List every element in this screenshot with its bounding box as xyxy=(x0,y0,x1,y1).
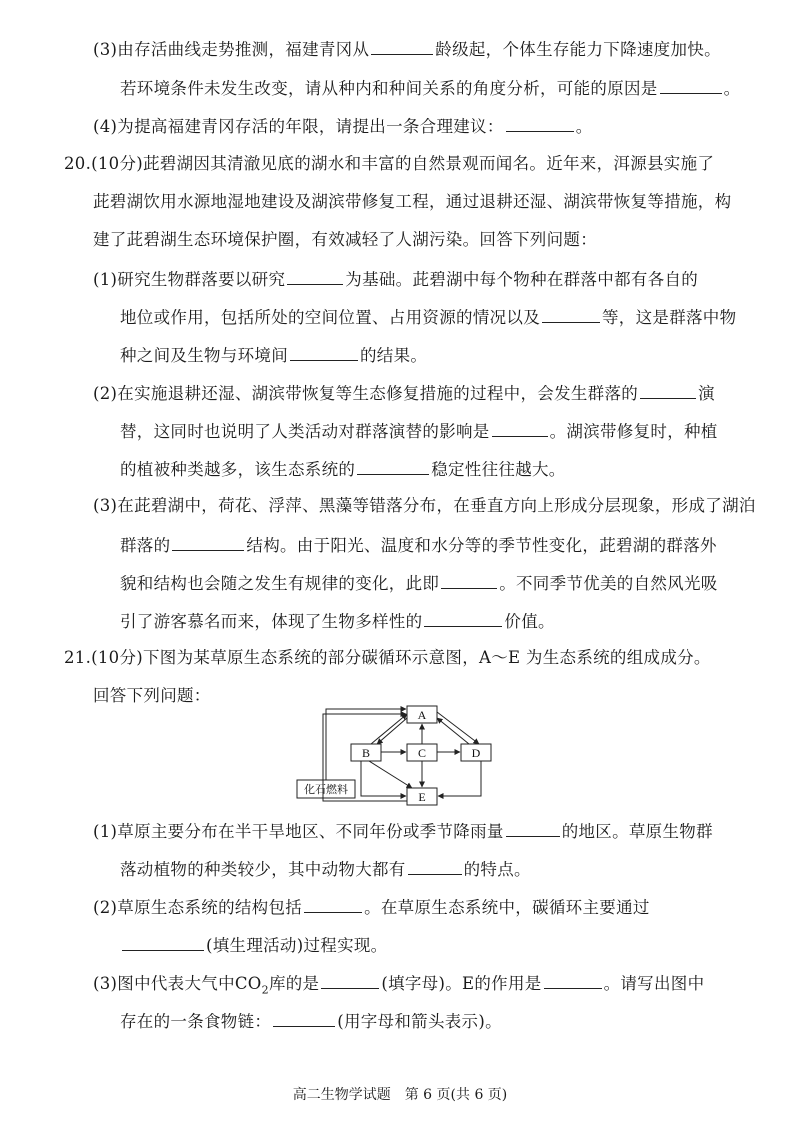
q21-part1-line2: 落动植物的种类较少，其中动物大都有 的特点。 xyxy=(120,856,531,882)
q20-part3-line3: 貌和结构也会随之发生有规律的变化，此即 。不同季节优美的自然风光吸 xyxy=(120,570,718,596)
label-fossil-fuel: 化石燃料 xyxy=(304,784,348,796)
answer-blank[interactable] xyxy=(321,970,379,989)
q21-part2-line1: (2)草原生态系统的结构包括 。在草原生态系统中，碳循环主要通过 xyxy=(93,894,650,920)
q21-part3-line2: 存在的一条食物链： (用字母和箭头表示)。 xyxy=(120,1008,502,1034)
answer-blank[interactable] xyxy=(273,1008,335,1027)
q21-part3-line1: (3)图中代表大气中$CO_2$库的是 (填字母)。E的作用是 。请写出图中 xyxy=(93,970,704,1002)
carbon-cycle-diagram xyxy=(295,704,515,808)
answer-blank[interactable] xyxy=(371,36,433,55)
answer-blank[interactable] xyxy=(304,894,362,913)
answer-blank[interactable] xyxy=(408,856,462,875)
answer-blank[interactable] xyxy=(506,818,560,837)
arrow-b-e xyxy=(361,761,406,796)
label-e: E xyxy=(418,790,426,804)
q20-stem-line3: 建了茈碧湖生态环境保护圈，有效减轻了人湖污染。回答下列问题： xyxy=(93,230,597,249)
answer-blank[interactable] xyxy=(640,380,696,399)
label-d: D xyxy=(471,746,481,760)
answer-blank[interactable] xyxy=(290,342,358,361)
answer-blank[interactable] xyxy=(287,266,343,285)
q20-part2-line3: 的植被种类越多，该生态系统的 稳定性往往越大。 xyxy=(120,456,566,482)
answer-blank[interactable] xyxy=(506,113,574,132)
label-c: C xyxy=(417,746,427,760)
q20-part1-line1: (1)研究生物群落要以研究 为基础。茈碧湖中每个物种在群落中都有各自的 xyxy=(93,266,698,292)
label-a: A xyxy=(417,708,427,722)
q19-part4: (4)为提高福建青冈存活的年限，请提出一条合理建议： 。 xyxy=(93,113,593,139)
arrow-b-e-diag xyxy=(369,761,412,788)
q20-part3-line1: (3)在茈碧湖中，荷花、浮萍、黑藻等错落分布，在垂直方向上形成分层现象，形成了湖泊 xyxy=(93,496,756,515)
answer-blank[interactable] xyxy=(172,532,244,551)
arrow-d-e xyxy=(438,761,481,796)
q21-part1-line1: (1)草原主要分布在半干旱地区、不同年份或季节降雨量 的地区。草原生物群 xyxy=(93,818,713,844)
answer-blank[interactable] xyxy=(441,570,497,589)
q21-part2-line2: (填生理活动)过程实现。 xyxy=(120,932,387,958)
q20-part1-line2: 地位或作用，包括所处的空间位置、占用资源的情况以及 等，这是群落中物 xyxy=(120,304,736,330)
q20-part1-line3: 种之间及生物与环境间 的结果。 xyxy=(120,342,427,368)
q20-part3-line4: 引了游客慕名而来，体现了生物多样性的 价值。 xyxy=(120,608,555,634)
page-footer: 高二生物学试题 第 6 页(共 6 页) xyxy=(292,1087,508,1103)
arrow-a-b xyxy=(377,718,407,744)
q20-part3-line2: 群落的 结构。由于阳光、温度和水分等的季节性变化，茈碧湖的群落外 xyxy=(120,532,717,558)
answer-blank[interactable] xyxy=(542,304,600,323)
q20-part2-line2: 替，这同时也说明了人类活动对群落演替的影响是 。湖滨带修复时，种植 xyxy=(120,418,718,444)
q20-part2-line1: (2)在实施退耕还湿、湖滨带恢复等生态修复措施的过程中，会发生群落的 演 xyxy=(93,380,715,406)
arrow-b-a xyxy=(371,714,407,744)
arrow-a-d xyxy=(437,712,479,744)
answer-blank[interactable] xyxy=(122,932,204,951)
answer-blank[interactable] xyxy=(544,970,602,989)
q19-part3-line2: 若环境条件未发生改变，请从种内和种间关系的角度分析，可能的原因是 。 xyxy=(120,75,740,101)
answer-blank[interactable] xyxy=(357,456,429,475)
q19-part3-line1: (3)由存活曲线走势推测，福建青冈从 龄级起，个体生存能力下降速度加快。 xyxy=(93,36,721,62)
label-b: B xyxy=(361,746,371,760)
q20-stem-line2: 茈碧湖饮用水源地湿地建设及湖滨带修复工程，通过退耕还湿、湖滨带恢复等措施，构 xyxy=(93,192,732,211)
q21-stem-line1: 21.(10分)下图为某草原生态系统的部分碳循环示意图，A～E 为生态系统的组成成分。 xyxy=(64,648,711,667)
answer-blank[interactable] xyxy=(660,75,722,94)
q20-stem-line1: 20.(10分)茈碧湖因其清澈见底的湖水和丰富的自然景观而闻名。近年来，洱源县实施了 xyxy=(64,154,715,173)
arrow-d-a xyxy=(437,718,469,744)
answer-blank[interactable] xyxy=(492,418,548,437)
q21-stem-line2: 回答下列问题： xyxy=(93,686,211,705)
answer-blank[interactable] xyxy=(424,608,502,627)
